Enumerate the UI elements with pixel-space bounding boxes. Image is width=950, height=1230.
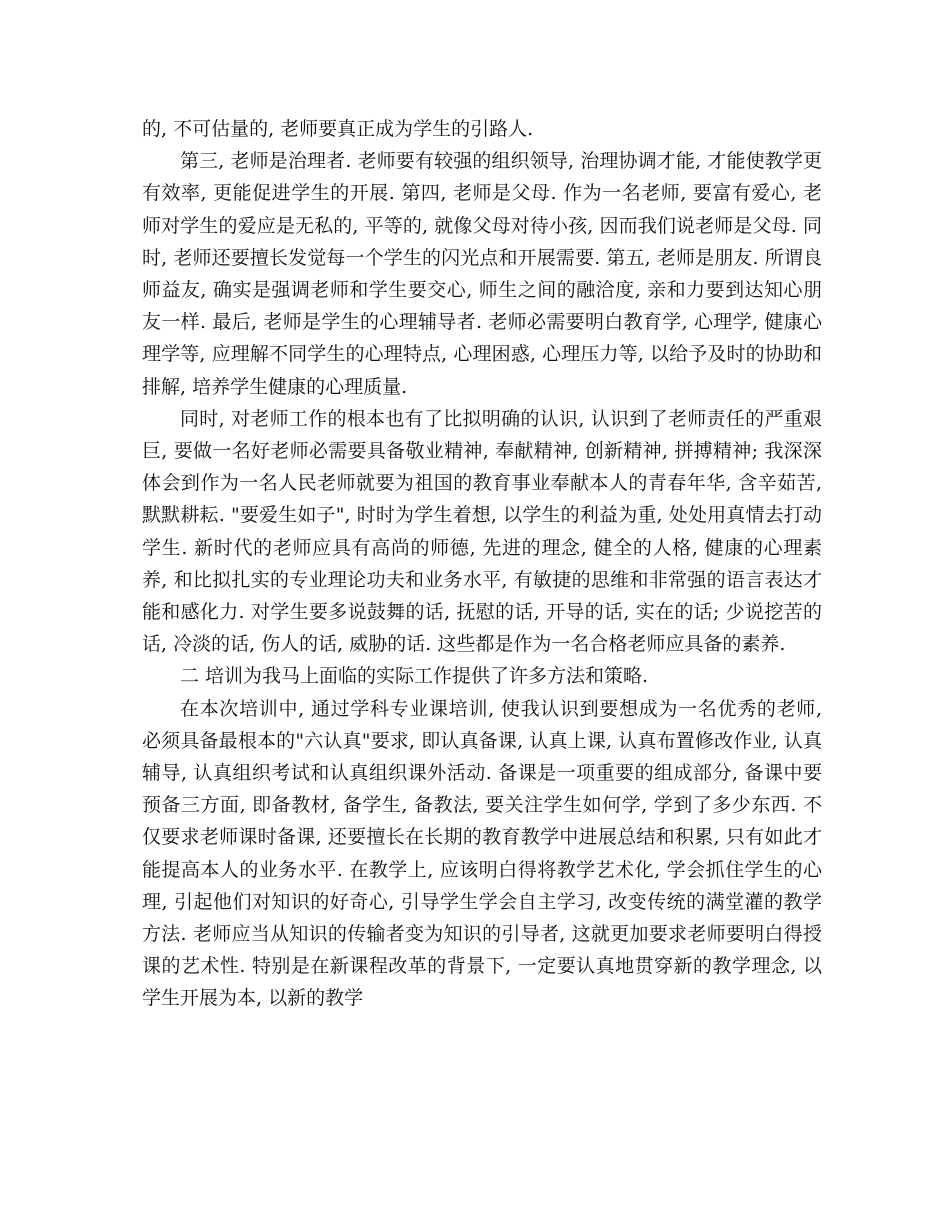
document-body <box>142 113 822 1015</box>
paragraph-teacher-roles: 第三, 老师是治理者. 老师要有较强的组织领导, 治理协调才能, 才能使教学更有效率, 更能促进学生的开展. 第四, 老师是父母. 作为一名老师, 要富有爱心, 老师对学生的爱应是无私的, 平等的, 就像父母对待小孩, 因而我们说老师是父母. 同时, 老师还要擅长发觉每一个学生的闪光点和开展需要. 第五, 老师是朋友. 所谓良师益友, 确实是强调老师和学生要交心, 师生之间的融洽度, 亲和力要到达知心朋友一样. 最后, 老师是学生的心理辅导者. 老师必需要明白教育学, 心理学, 健康心理学等, 应理解不同学生的心理特点, 心理困惑, 心理压力等, 以给予及时的协助和排解, 培养学生健康的心理质量. <box>142 150 822 398</box>
paragraph-teacher-responsibility: 同时, 对老师工作的根本也有了比拟明确的认识, 认识到了老师责任的严重艰巨, 要做一名好老师必需要具备敬业精神, 奉献精神, 创新精神, 拼搏精神; 我深深体会到作为一名人民老师就要为祖国的教育事业奉献本人的青春年华, 含辛茹苦, 默默耕耘. "要爱生如子", 时时为学生着想, 以学生的利益为重, 处处用真情去打动学生. 新时代的老师应具有高尚的师德, 先进的理念, 健全的人格, 健康的心理素养, 和比拟扎实的专业理论功夫和业务水平, 有敏捷的思维和非常强的语言表达才能和感化力. 对学生要多说鼓舞的话, 抚慰的话, 开导的话, 实在的话; 少说挖苦的话, 冷淡的话, 伤人的话, 威胁的话. 这些都是作为一名合格老师应具备的素养. <box>142 407 822 656</box>
paragraph-continuation: 的, 不可估量的, 老师要真正成为学生的引路人. <box>142 118 534 140</box>
paragraph-training-methods: 在本次培训中, 通过学科专业课培训, 使我认识到要想成为一名优秀的老师, 必须具备最根本的"六认真"要求, 即认真备课, 认真上课, 认真布置修改作业, 认真辅导, 认真组织考试和认真组织课外活动. 备课是一项重要的组成部分, 备课中要预备三方面, 即备教材, 备学生, 备教法, 要关注学生如何学, 学到了多少东西. 不仅要求老师课时备课, 还要擅长在长期的教育教学中进展总结和积累, 只有如此才能提高本人的业务水平. 在教学上, 应该明白得将教学艺术化, 学会抓住学生的心理, 引起他们对知识的好奇心, 引导学生学会自主学习, 改变传统的满堂灌的教学方法. 老师应当从知识的传输者变为知识的引导者, 这就更加要求老师要明白得授课的艺术性. 特别是在新课程改革的背景下, 一定要认真地贯穿新的教学理念, 以学生开展为本, 以新的教学 <box>142 697 823 1010</box>
section-heading-two: 二 培训为我马上面临的实际工作提供了许多方法和策略. <box>180 665 649 688</box>
